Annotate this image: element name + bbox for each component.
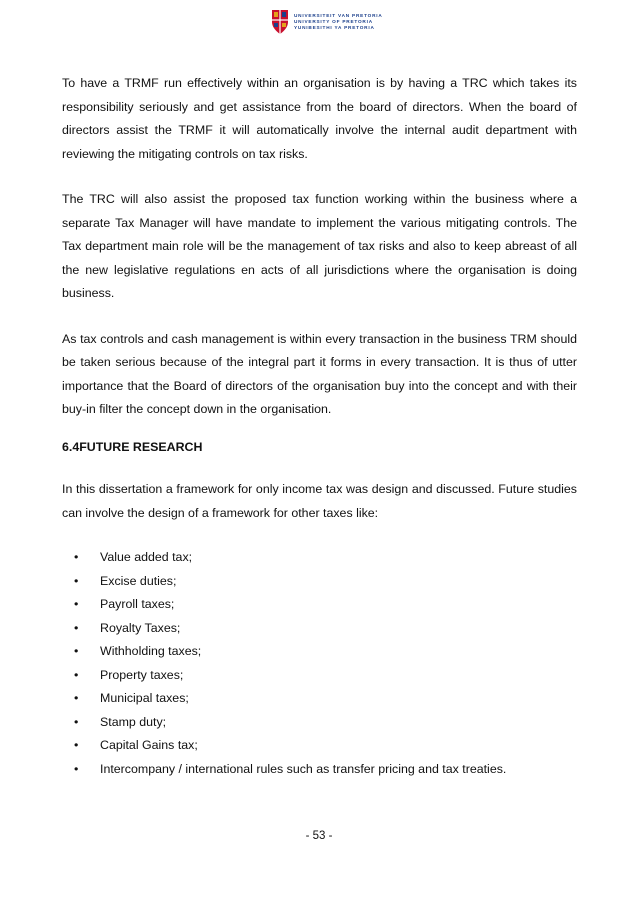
taxes-list	[62, 546, 582, 781]
list-item	[62, 711, 582, 735]
list-item-text: Royalty Taxes;	[100, 620, 181, 635]
bullet-icon: •	[74, 550, 79, 564]
list-item-text: Intercompany / international rules such as transfer pricing and tax treaties.	[100, 761, 507, 776]
paragraph-tax-controls: As tax controls and cash management is within every transaction in the business TRM should be taken serious because of the integral part it forms in every transaction. It is thus of utter importance that the Board of directors of the organisation buy into the concept and with their buy-in filter the concept down in the organisation.	[62, 331, 577, 416]
bullet-icon: •	[74, 738, 79, 752]
list-item	[62, 640, 582, 664]
list-item	[62, 546, 582, 570]
bullet-icon: •	[74, 573, 79, 588]
bullet-icon: •	[74, 714, 79, 729]
paragraph-trc: The TRC will also assist the proposed tax function working within the business where a separate Tax Manager will have mandate to implement the various mitigating controls. The Tax department main role will be the management of tax risks and also to keep abreast of all the new legislative regulations en acts of all jurisdictions where the organisation is doing business.	[62, 192, 577, 300]
university-crest-icon	[270, 8, 290, 36]
bullet-icon: •	[74, 620, 79, 635]
section-heading: 6.4FUTURE RESEARCH	[62, 440, 203, 454]
list-item-text: Value added tax;	[100, 550, 193, 564]
list-item	[62, 664, 582, 688]
university-logo	[270, 8, 383, 38]
list-item	[62, 734, 582, 758]
list-item	[62, 758, 582, 782]
list-item	[62, 687, 582, 711]
bullet-icon: •	[74, 691, 79, 705]
bullet-icon: •	[74, 597, 79, 611]
list-item-text: Excise duties;	[100, 573, 177, 588]
list-item-text: Property taxes;	[100, 667, 184, 682]
body-text	[62, 72, 577, 422]
list-item-text: Capital Gains tax;	[100, 738, 198, 752]
list-item-text: Payroll taxes;	[100, 597, 175, 611]
page-number: - 53 -	[305, 830, 333, 842]
list-item	[62, 617, 582, 641]
list-item-text: Stamp duty;	[100, 714, 167, 729]
logo-text	[294, 13, 383, 31]
bullet-icon: •	[74, 761, 79, 776]
bullet-icon: •	[74, 644, 79, 658]
paragraph-trmf: To have a TRMF run effectively within an organisation is by having a TRC which takes its responsibility seriously and get assistance from the board of directors. When the board of directors assist the TRMF it will automatically involve the internal audit department with reviewing the mitigating controls on tax risks.	[62, 76, 577, 161]
paragraph-future-research: In this dissertation a framework for only income tax was design and discussed. Future studies can involve the design of a framework for other taxes like:	[62, 482, 577, 520]
logo-line-english: UNIVERSITY OF PRETORIA	[294, 19, 373, 24]
list-item	[62, 570, 582, 594]
list-item-text: Municipal taxes;	[100, 691, 189, 705]
logo-line-sepedi: YUNIBESITHI YA PRETORIA	[294, 25, 375, 30]
logo-line-afrikaans: UNIVERSITEIT VAN PRETORIA	[294, 13, 383, 18]
list-item-text: Withholding taxes;	[100, 644, 202, 658]
bullet-icon: •	[74, 667, 79, 682]
list-item	[62, 593, 582, 617]
